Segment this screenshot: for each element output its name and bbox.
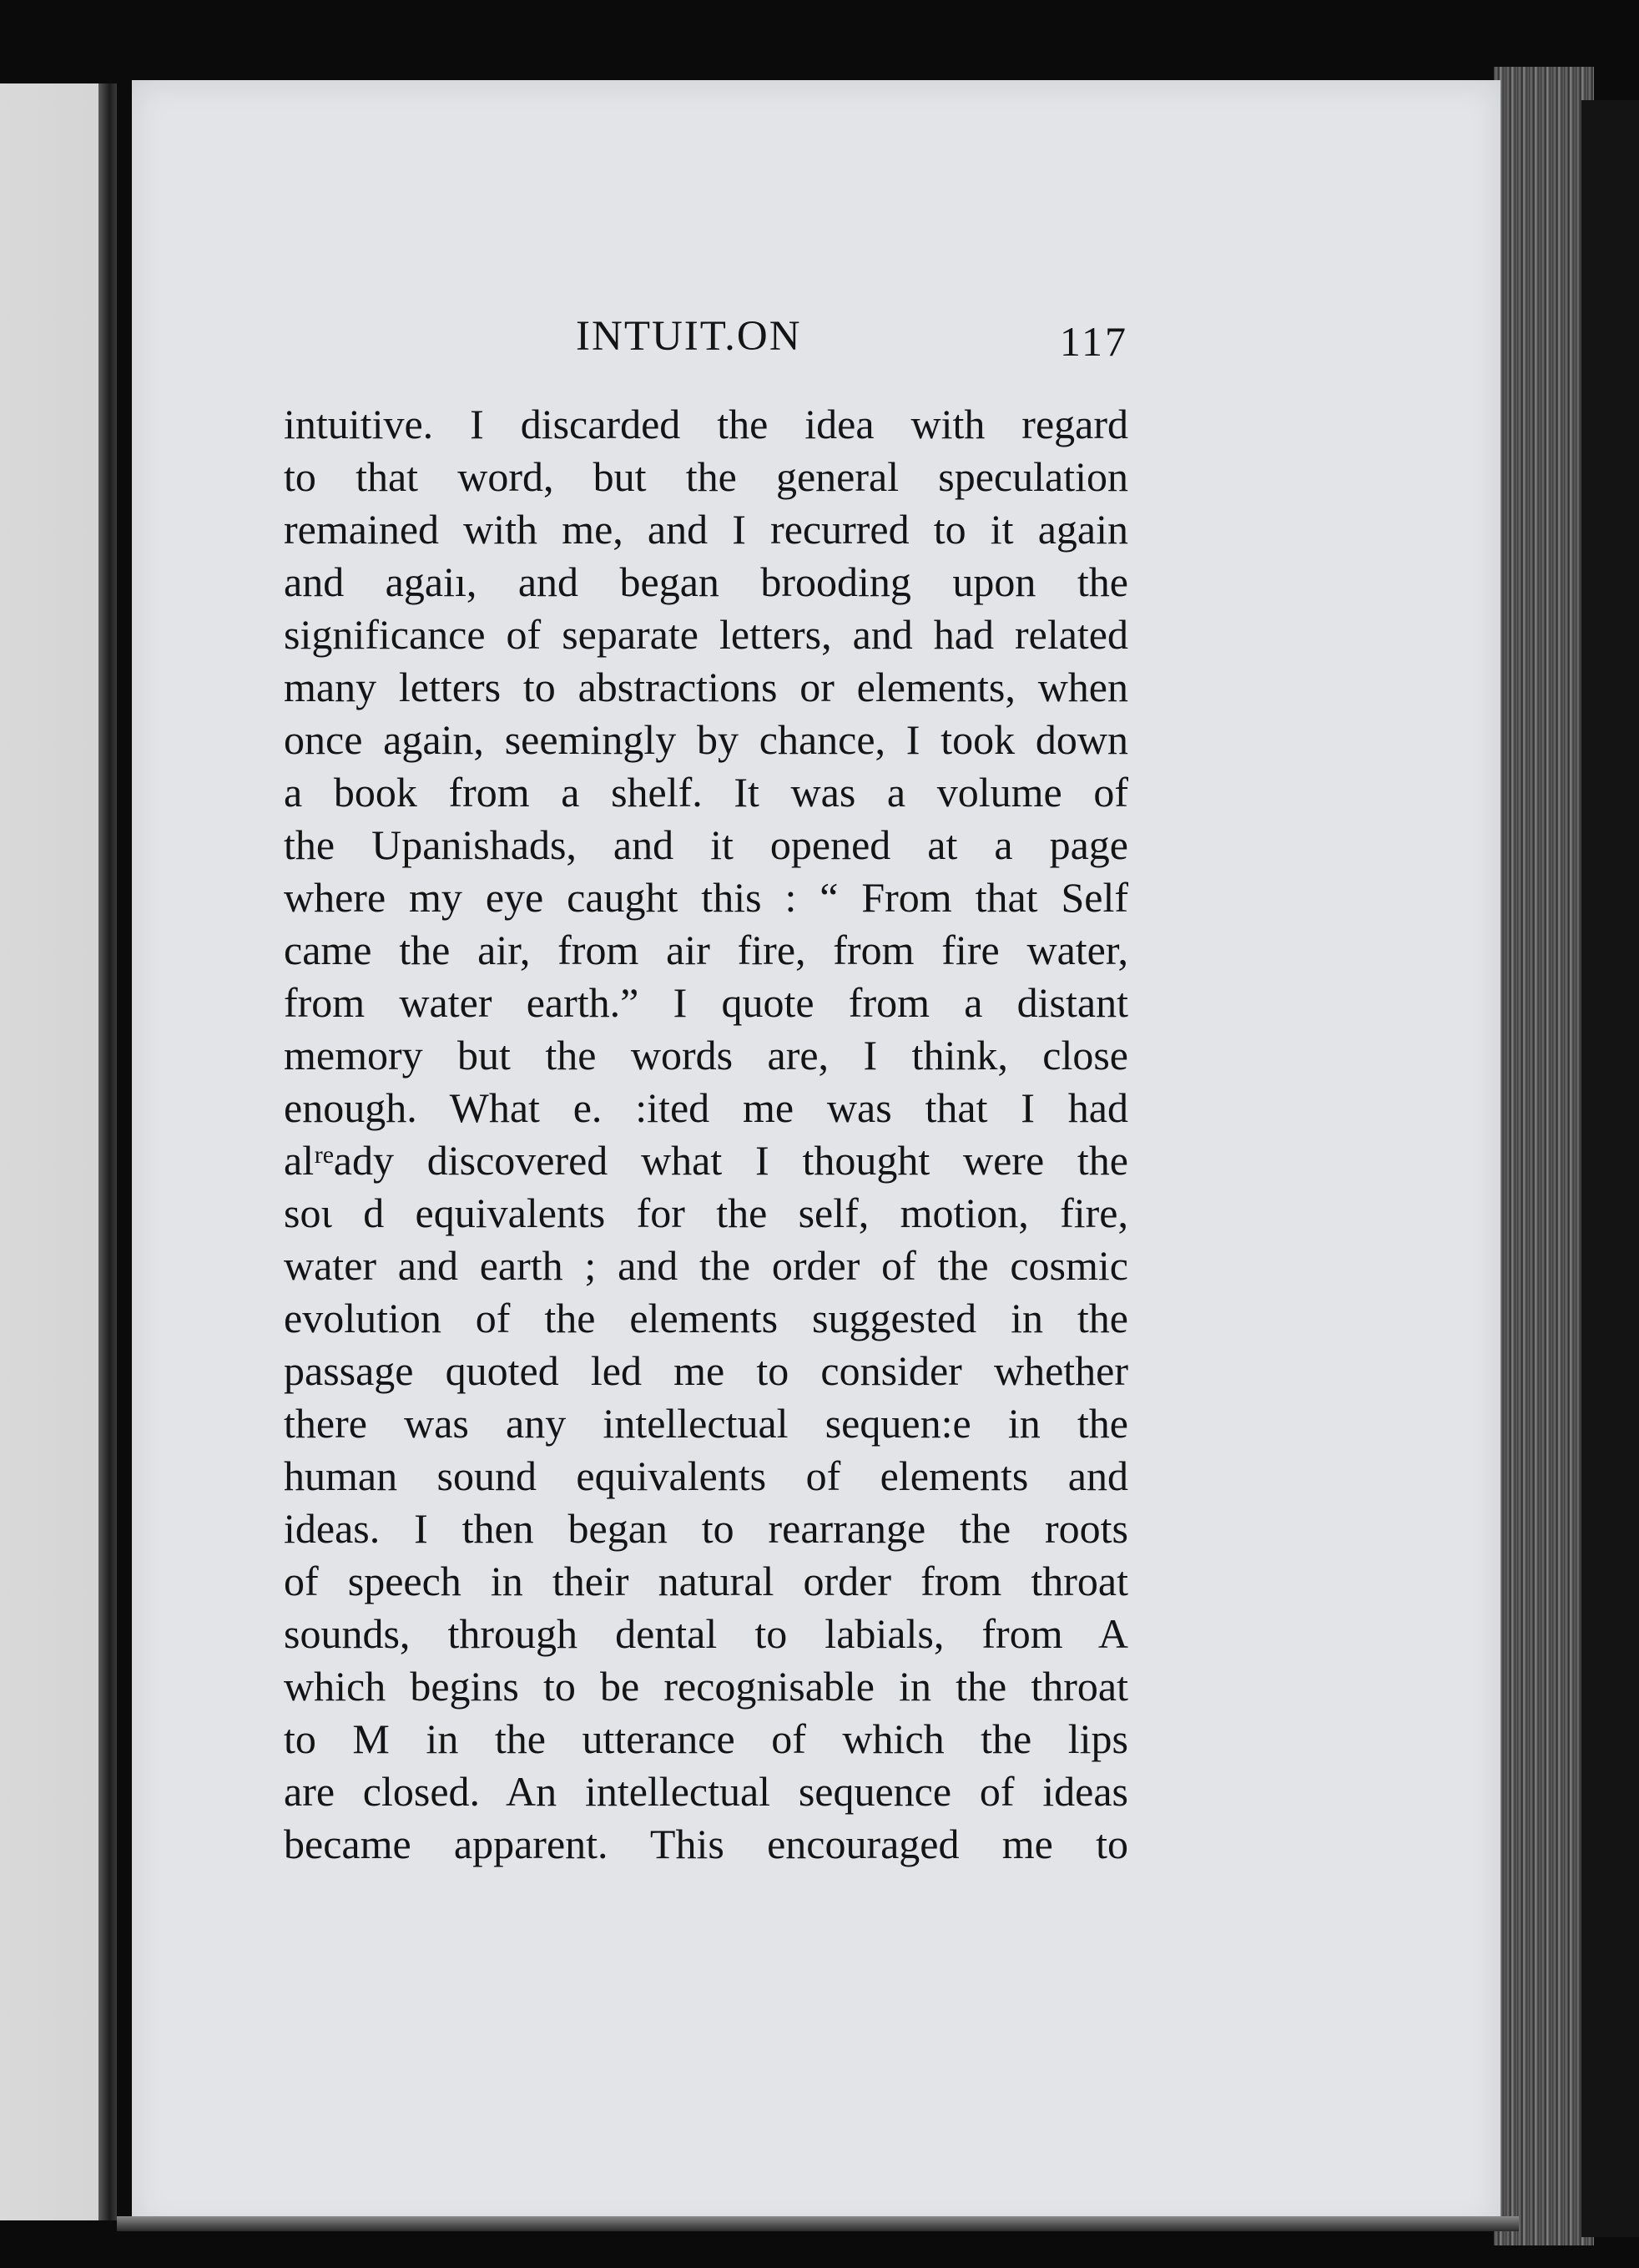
page-bottom-shadow <box>117 2216 1519 2231</box>
text-line: passage quoted led me to consider whether <box>284 1347 1128 1394</box>
text-line: became apparent. This encouraged me to <box>284 1821 1128 1867</box>
text-line: many letters to abstractions or elements, when <box>284 664 1128 710</box>
text-line: sounds, through dental to labials, from A <box>284 1610 1128 1657</box>
text-line: to that word, but the general speculation <box>284 453 1128 500</box>
text-line: enough. What e. :ited me was that I had <box>284 1084 1128 1131</box>
text-line: human sound equivalents of elements and <box>284 1452 1128 1499</box>
text-line: which begins to be recognisable in the throat <box>284 1663 1128 1710</box>
text-line: evolution of the elements suggested in the <box>284 1295 1128 1341</box>
text-line: ideas. I then began to rearrange the roots <box>284 1505 1128 1552</box>
book-edge <box>1494 67 1594 2245</box>
text-line: remained with me, and I recurred to it again <box>284 506 1128 553</box>
page-number: 117 <box>1059 318 1128 365</box>
text-line: there was any intellectual sequen:e in the <box>284 1400 1128 1447</box>
text-line: from water earth.” I quote from a distant <box>284 979 1128 1026</box>
text-line: a book from a shelf. It was a volume of <box>284 769 1128 816</box>
text-line: came the air, from air fire, from fire water, <box>284 927 1128 973</box>
scan-left-edge <box>0 83 117 2220</box>
page-header <box>284 307 1128 366</box>
text-line: the Upanishads, and it opened at a page <box>284 821 1128 868</box>
text-line: of speech in their natural order from throat <box>284 1558 1128 1604</box>
scan-background-right <box>1581 100 1639 2237</box>
text-line: once again, seemingly by chance, I took down <box>284 716 1128 763</box>
text-line: memory but the words are, I think, close <box>284 1032 1128 1078</box>
running-head: INTUIT.ON <box>576 313 802 360</box>
text-line: to M in the utterance of which the lips <box>284 1715 1128 1762</box>
text-line: intuitive. I discarded the idea with regard <box>284 401 1128 447</box>
text-line: water and earth ; and the order of the cosmic <box>284 1242 1128 1289</box>
text-line: soι d equivalents for the self, motion, fire, <box>284 1190 1128 1236</box>
text-line: are closed. An intellectual sequence of ideas <box>284 1768 1128 1815</box>
text-line: significance of separate letters, and had related <box>284 611 1128 658</box>
text-line: and agaiı, and began brooding upon the <box>284 558 1128 605</box>
text-line: where my eye caught this : “ From that Self <box>284 874 1128 921</box>
body-text <box>284 398 1128 1871</box>
text-line: alʳᵉady discovered what I thought were the <box>284 1137 1128 1184</box>
